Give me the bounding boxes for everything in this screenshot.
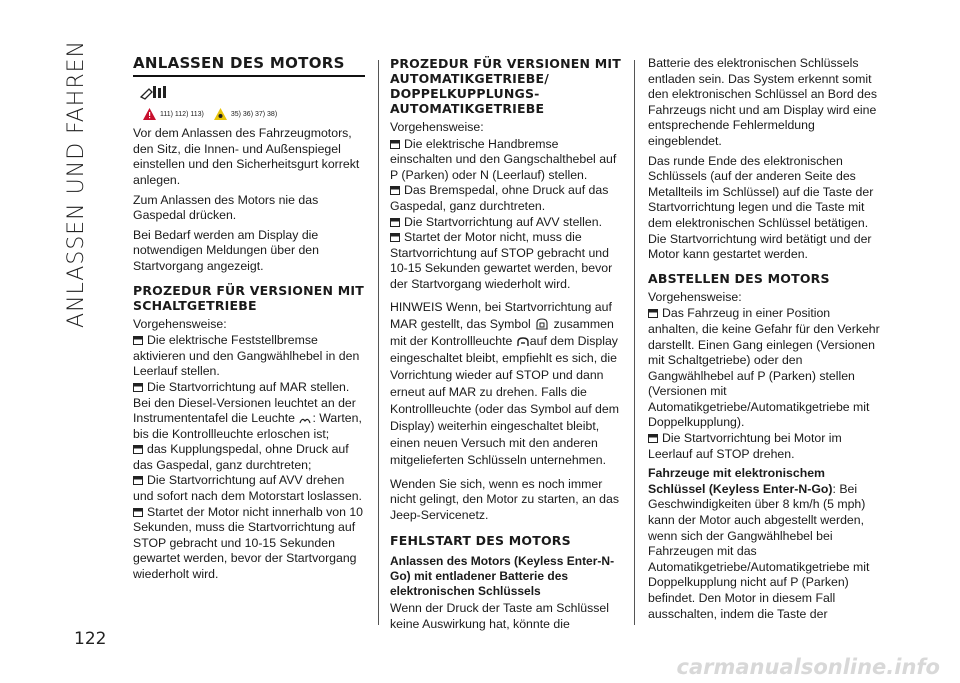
immobilizer-light-icon — [516, 336, 530, 348]
section-heading: PROZEDUR FÜR VERSIONEN MIT AUTOMATIKGETRIEBE/ DOPPELKUPPLUNGS- AUTOMATIKGETRIEBE — [390, 56, 621, 116]
column-divider — [378, 60, 379, 625]
step-bullet-icon — [133, 336, 143, 345]
section-heading: ANLASSEN DES MOTORS — [133, 56, 365, 77]
paragraph: Wenden Sie sich, wenn es noch immer nicht gelingt, den Motor zu starten, an das Jeep-Servicenetz. — [390, 476, 619, 522]
paragraph: Zum Anlassen des Motors nie das Gaspedal drücken. — [133, 192, 319, 223]
intro-text: Vorgehensweise: — [133, 316, 227, 331]
warning-triangle-icon — [143, 108, 156, 120]
step-bullet-icon — [648, 434, 658, 443]
paragraph: Fahrzeuge mit elektronischem Schlüssel (Keyless Enter-N-Go): Bei Geschwindigkeiten über 8 km/h (5 mph) kann der Motor auch abgestellt werden, wenn sich der Gangwählhebel bei Fahrzeugen mit das Automatikgetriebe/Automatikgetriebe mit Doppelkupplung nicht auf P (Parken) befindet. Den Motor in diesem Fall ausschalten, indem die Taste der — [648, 466, 870, 621]
note-paragraph: HINWEIS Wenn, bei Startvorrichtung auf MAR gestellt, das Symbol zusammen mit der Kontrollleuchte auf dem Display eingeschaltet bleibt, empfiehlt es sich, die Vorrichtung wieder auf STOP und dann erneut auf MAR zu drehen. Falls die Kontrollleuchte (oder das Symbol auf dem Display) weiterhin eingeschaltet bleibt, einen neuen Versuch mit den anderen mitgelieferten Schlüsseln unternehmen. — [390, 299, 619, 467]
sub-heading: Anlassen des Motors (Keyless Enter-N-Go) mit entladener Batterie des elektronischen Schlüssels — [390, 554, 615, 599]
step-item: Die Startvorrichtung bei Motor im Leerlauf auf STOP drehen. — [648, 431, 842, 461]
step-item: Die Startvorrichtung auf MAR stellen. Bei den Diesel-Versionen leuchtet an der Instrumententafel die Leuchte : Warten, bis die Kontrollleuchte erloschen ist; — [133, 379, 362, 441]
step-item: das Kupplungspedal, ohne Druck auf das Gaspedal, ganz durchtreten; — [133, 442, 349, 472]
technical-procedure-icon — [139, 83, 365, 105]
step-bullet-icon — [133, 445, 143, 454]
side-chapter-title: ANLASSEN UND FAHREN — [63, 40, 89, 328]
key-symbol-icon — [534, 318, 550, 331]
paragraph: Vor dem Anlassen des Fahrzeugmotors, den Sitz, die Innen- und Außenspiegel einstellen und den Sicherheitsgurt korrekt anlegen. — [133, 126, 360, 187]
step-item: Die elektrische Handbremse einschalten und den Gangschalthebel auf P (Parken) oder N (Leerlauf) stellen. — [390, 136, 617, 182]
step-bullet-icon — [390, 218, 400, 227]
step-item: Das Bremspedal, ohne Druck auf das Gaspedal, ganz durchtreten. — [390, 183, 609, 213]
step-bullet-icon — [133, 383, 143, 392]
step-item: Startet der Motor nicht innerhalb von 10 Sekunden, muss die Startvorrichtung auf STOP gebracht und 10-15 Sekunden gewartet werden, bevor der Startvorgang wiederholt wird. — [133, 504, 364, 582]
step-bullet-icon — [390, 233, 400, 242]
sub-heading: PROZEDUR FÜR VERSIONEN MIT SCHALTGETRIEBE — [133, 282, 364, 313]
step-item: Die Startvorrichtung auf AVV drehen und sofort nach dem Motorstart loslassen. — [133, 473, 362, 504]
watermark: carmanualsonline.info — [676, 655, 940, 679]
section-heading: FEHLSTART DES MOTORS — [390, 533, 571, 549]
page-number: 122 — [74, 629, 107, 649]
caution-triangle-icon — [214, 108, 227, 120]
step-item: Das Fahrzeug in einer Position anhalten, die keine Gefahr für den Verkehr darstellt. Einen Gang einlegen (Versionen mit Schaltgetriebe) oder den Gangwählhebel auf P (Parken) stellen (Versionen mit Automatikgetriebe/Automatikgetriebe mit Doppelkupplung). — [648, 306, 880, 430]
step-bullet-icon — [390, 140, 400, 149]
column-1 — [133, 56, 365, 583]
bold-label: Fahrzeuge mit elektronischem Schlüssel (Keyless Enter-N-Go) — [648, 466, 833, 496]
step-bullet-icon — [133, 508, 143, 517]
column-3 — [648, 56, 880, 626]
step-bullet-icon — [133, 476, 143, 485]
paragraph: Das runde Ende des elektronischen Schlüssels (auf der anderen Seite des Metallteils im Schlüssel) auf die Taste der Startvorrichtung legen und die Taste mit dem elektronischen Schlüssel betätigen. Die Startvorrichtung wird betätigt und der Motor kann gestartet werden. — [648, 153, 874, 262]
step-bullet-icon — [648, 309, 658, 318]
column-divider — [634, 60, 635, 625]
paragraph: Bei Bedarf werden am Display die notwendigen Meldungen über den Startvorgang angezeigt. — [133, 227, 319, 273]
step-item: Die Startvorrichtung auf AVV stellen. — [390, 215, 622, 231]
column-2 — [390, 56, 622, 637]
intro-text: Vorgehensweise: — [648, 289, 742, 304]
warning-references: 111) 112) 113) 35) 36) 37) 38) — [143, 107, 365, 123]
step-bullet-icon — [390, 186, 400, 195]
section-heading: ABSTELLEN DES MOTORS — [648, 270, 830, 286]
step-item: Die elektrische Feststellbremse aktivieren und den Gangwählhebel in den Leerlauf stellen. — [133, 333, 360, 379]
step-item: Startet der Motor nicht, muss die Startvorrichtung auf STOP gebracht und 10-15 Sekunden gewartet werden, bevor der Startvorgang wiederholt wird. — [390, 230, 613, 291]
paragraph: Batterie des elektronischen Schlüssels entladen sein. Das System erkennt somit den elektronischen Schlüssel an Bord des Fahrzeugs nicht und am Display wird eine entsprechende Fehlermeldung eingeblendet. — [648, 56, 877, 148]
paragraph: Wenn der Druck der Taste am Schlüssel keine Auswirkung hat, könnte die — [390, 601, 609, 631]
intro-text: Vorgehensweise: — [390, 120, 484, 134]
glow-plug-icon — [298, 415, 312, 425]
